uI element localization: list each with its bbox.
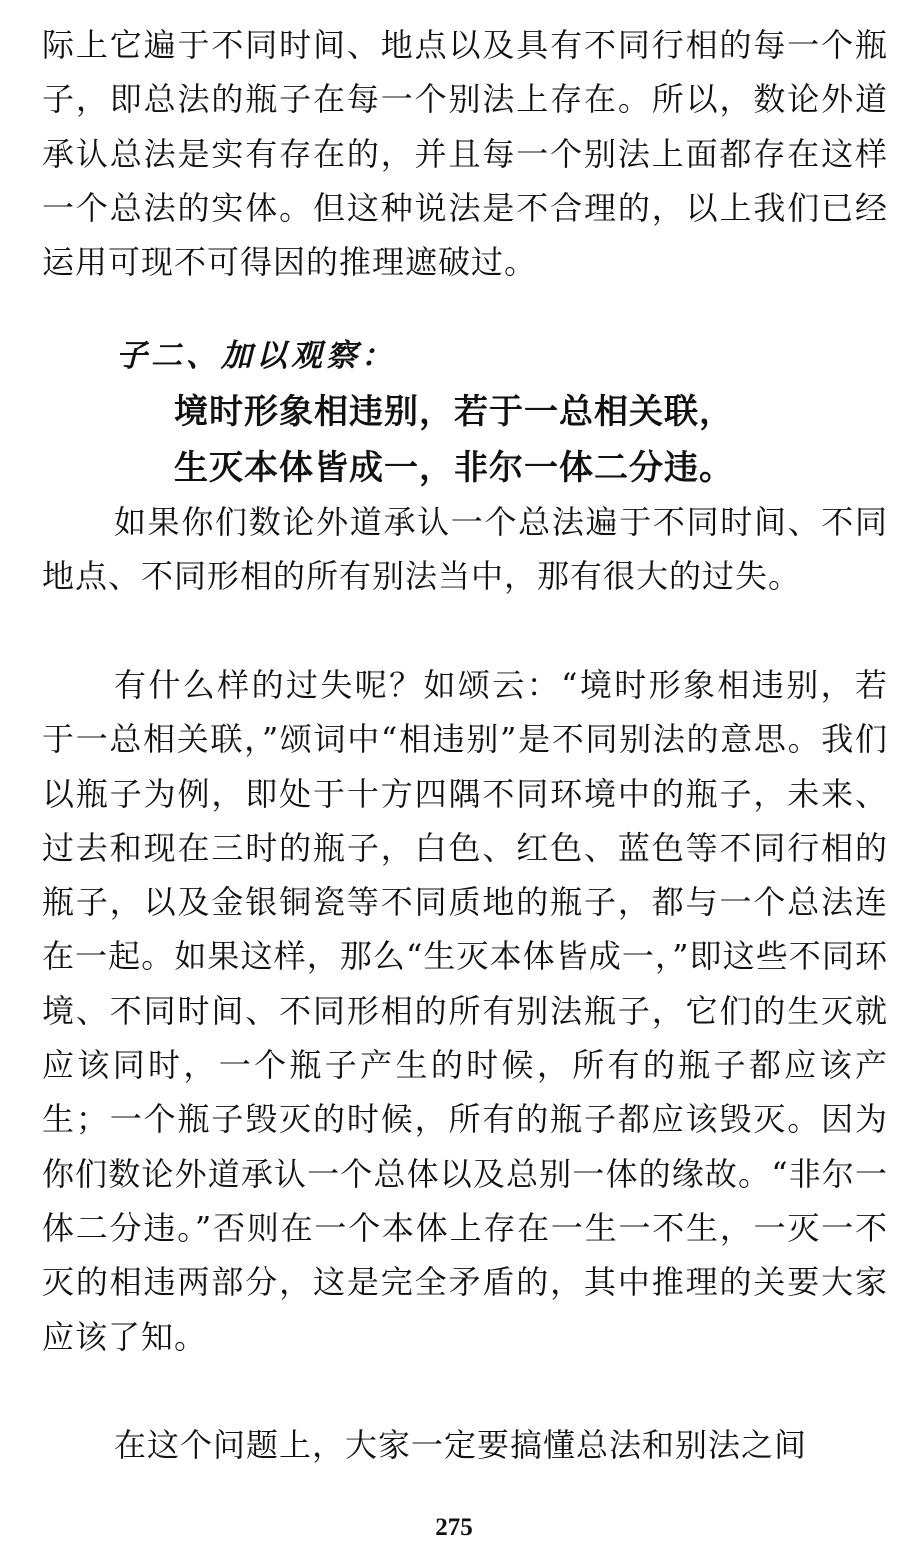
paragraph-closing: 在这个问题上，大家一定要搞懂总法和别法之间 <box>114 1426 808 1464</box>
section-subheading: 子二、加以观察： <box>116 338 396 374</box>
verse-line-2: 生灭本体皆成一，非尔一体二分违。 <box>174 448 734 488</box>
verse-line-1: 境时形象相违别，若于一总相关联， <box>174 392 734 432</box>
paragraph-fault-analysis: 有什么样的过失呢？如颂云：“境时形象相违别，若于一总相关联，”颂词中“相违别”是不同别法的意思。我们以瓶子为例，即处于十方四隅不同环境中的瓶子，未来、过去和现在三时的瓶子，白色、红色、蓝色等不同行相的瓶子，以及金银铜瓷等不同质地的瓶子，都与一个总法连在一起。如果这样，那么“生灭本体皆成一，”即这些不同环境、不同时间、不同形相的所有别法瓶子，它们的生灭就应该同时，一个瓶子产生的时候，所有的瓶子都应该产生；一个瓶子毁灭的时候，所有的瓶子都应该毁灭。因为你们数论外道承认一个总体以及总别一体的缘故。“非尔一体二分违。”否则在一个本体上存在一生一不生，一灭一不灭的相违两部分，这是完全矛盾的，其中推理的关要大家应该了知。 <box>42 666 888 1356</box>
paragraph-explanation: 如果你们数论外道承认一个总法遍于不同时间、不同地点、不同形相的所有别法当中，那有很大的过失。 <box>42 503 888 596</box>
paragraph-continuation: 际上它遍于不同时间、地点以及具有不同行相的每一个瓶子，即总法的瓶子在每一个别法上存在。所以，数论外道承认总法是实有存在的，并且每一个别法上面都存在这样一个总法的实体。但这种说法是不合理的，以上我们已经运用可现不可得因的推理遮破过。 <box>42 26 888 282</box>
page-number: 275 <box>435 1514 473 1541</box>
